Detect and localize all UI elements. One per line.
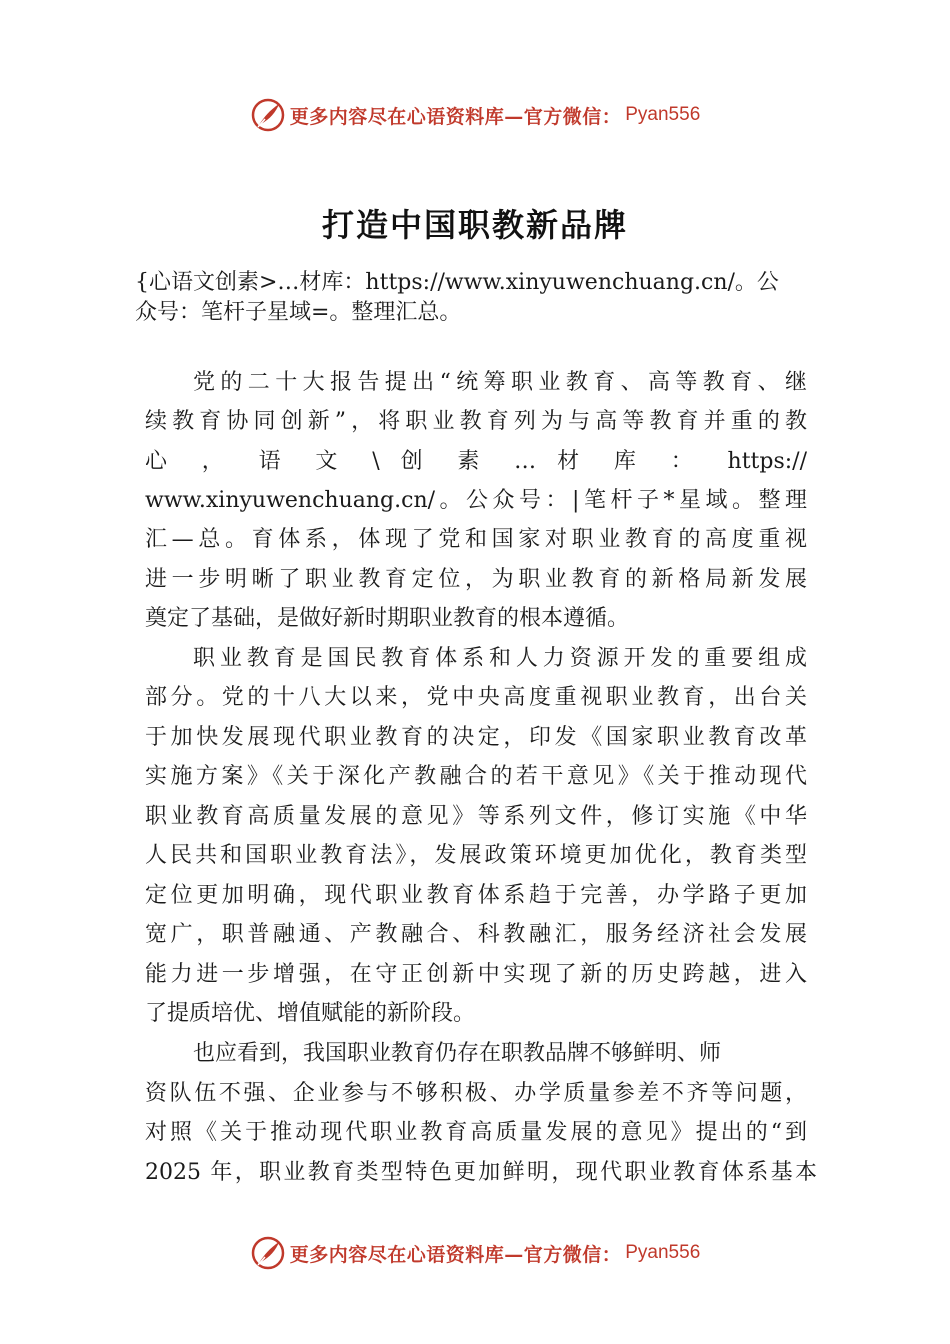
paragraph-line: 资队伍不强、企业参与不够积极、办学质量参差不齐等问题， xyxy=(145,1081,807,1106)
paragraph-line: 续教育协同创新”，将职业教育列为与高等教育并重的教 xyxy=(145,409,807,434)
paragraph-line: 对照《关于推动现代职业教育高质量发展的意见》提出的“到 xyxy=(145,1120,807,1145)
paragraph-line: 于加快发展现代职业教育的决定，印发《国家职业教育改革 xyxy=(145,725,807,750)
paragraph-line: 职业教育是国民教育体系和人力资源开发的重要组成 xyxy=(193,646,807,671)
source-line: 众号：笔杆子星域=。整理汇总。 xyxy=(135,300,462,325)
paragraph-line: 部分。党的十八大以来，党中央高度重视职业教育，出台关 xyxy=(145,685,807,710)
paragraph-line: www.xinyuwenchuang.cn/。公众号：|笔杆子*星域。整理 xyxy=(145,488,807,513)
paragraph-line: 心 ， 语 文 \ 创 素 … 材 库 ： https:// xyxy=(145,449,807,474)
paragraph-line: 汇—总。育体系，体现了党和国家对职业教育的高度重视 xyxy=(145,527,807,552)
banner-wechat-id: Pyan556 xyxy=(625,1242,701,1263)
paragraph-line: 宽广，职普融通、产教融合、科教融汇，服务经济社会发展 xyxy=(145,922,807,947)
banner-text: 更多内容尽在心语资料库—官方微信： xyxy=(289,1243,622,1266)
paragraph-line: 了提质培优、增值赋能的新阶段。 xyxy=(145,1001,476,1026)
paragraph-line: 定位更加明确，现代职业教育体系趋于完善，办学路子更加 xyxy=(145,883,807,908)
page-title: 打造中国职教新品牌 xyxy=(321,206,628,244)
paragraph-line: 2025 年，职业教育类型特色更加鲜明，现代职业教育体系基本 xyxy=(145,1160,817,1185)
paragraph-line: 实施方案》《关于深化产教融合的若干意见》《关于推动现代 xyxy=(145,764,807,789)
paragraph-line: 进一步明晰了职业教育定位，为职业教育的新格局新发展 xyxy=(145,567,807,592)
paragraph-line: 也应看到，我国职业教育仍存在职教品牌不够鲜明、师 xyxy=(193,1041,722,1066)
header-banner xyxy=(0,95,950,135)
paragraph-line: 奠定了基础，是做好新时期职业教育的根本遵循。 xyxy=(145,606,630,631)
feather-pen-logo-icon xyxy=(250,97,286,133)
source-line: {心语文创素>…材库：https://www.xinyuwenchuang.cn/。公 xyxy=(135,270,779,295)
paragraph-line: 能力进一步增强，在守正创新中实现了新的历史跨越，进入 xyxy=(145,962,807,987)
banner-wechat-id: Pyan556 xyxy=(625,104,701,125)
paragraph-line: 人民共和国职业教育法》，发展政策环境更加优化，教育类型 xyxy=(145,843,807,868)
paragraph-line: 党的二十大报告提出“统筹职业教育、高等教育、继 xyxy=(193,370,807,395)
footer-banner xyxy=(0,1233,950,1273)
paragraph-line: 职业教育高质量发展的意见》等系列文件，修订实施《中华 xyxy=(145,804,807,829)
feather-pen-logo-icon xyxy=(250,1235,286,1271)
banner-text: 更多内容尽在心语资料库—官方微信： xyxy=(289,105,622,128)
